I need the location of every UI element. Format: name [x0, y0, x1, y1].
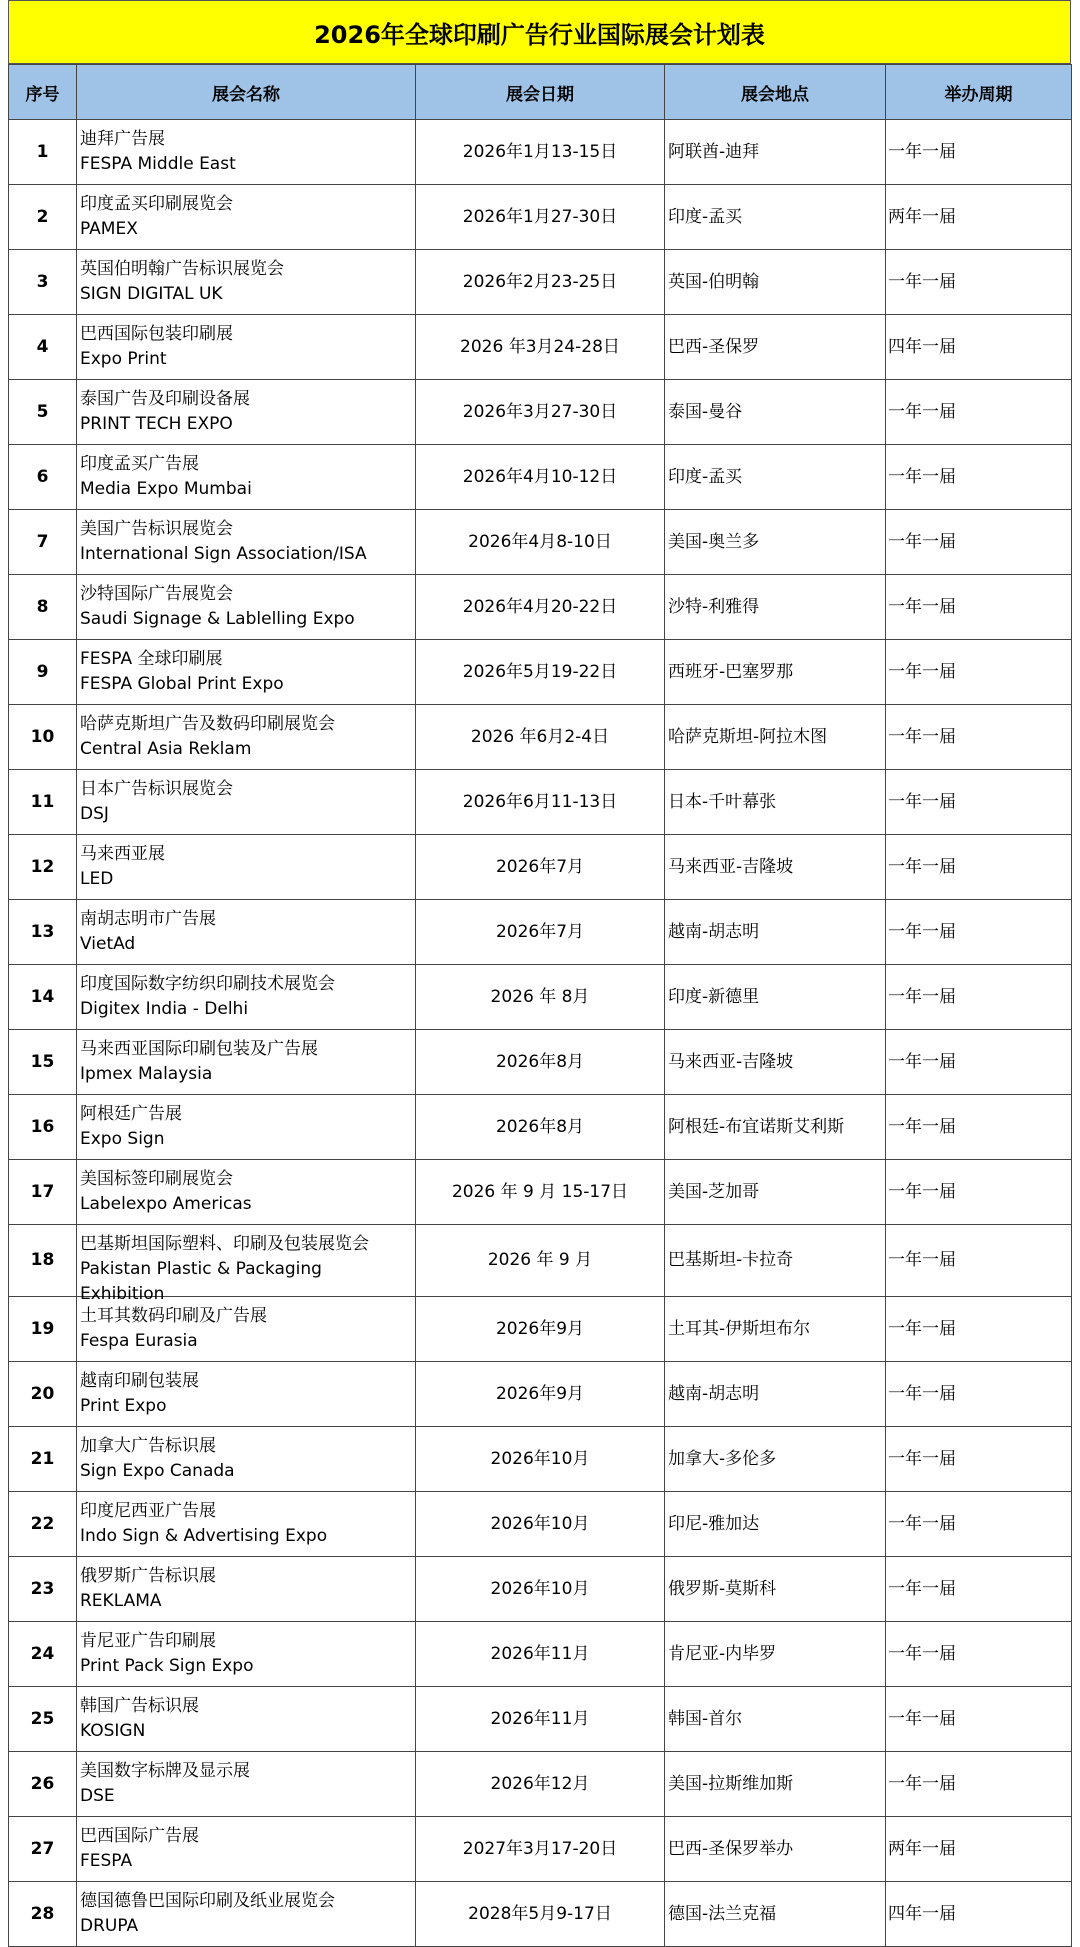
cell-date: 2026 年 9 月 15-17日: [416, 1160, 665, 1225]
cell-cycle: 一年一届: [886, 120, 1072, 185]
exhibition-name-cn: 英国伯明翰广告标识展览会: [80, 259, 284, 279]
cell-no: 13: [9, 900, 77, 965]
exhibition-name-cn: 肯尼亚广告印刷展: [80, 1631, 216, 1651]
cell-cycle: 一年一届: [886, 705, 1072, 770]
exhibition-name-cn: 泰国广告及印刷设备展: [80, 389, 250, 409]
cell-name: [77, 510, 416, 575]
table-row: [9, 1752, 1072, 1817]
cell-no: 25: [9, 1687, 77, 1752]
cell-cycle: 四年一届: [886, 315, 1072, 380]
table-row: [9, 1297, 1072, 1362]
header-cycle: 举办周期: [886, 65, 1072, 120]
cell-name: [77, 900, 416, 965]
table-row: [9, 1030, 1072, 1095]
cell-no: 6: [9, 445, 77, 510]
cell-no: 4: [9, 315, 77, 380]
exhibition-name-cn: 土耳其数码印刷及广告展: [80, 1306, 267, 1326]
cell-cycle: 一年一届: [886, 1752, 1072, 1817]
cell-no: 22: [9, 1492, 77, 1557]
cell-name: [77, 1030, 416, 1095]
exhibition-name-en: Labelexpo Americas: [80, 1194, 252, 1214]
cell-date: 2026 年 9 月: [416, 1225, 665, 1297]
cell-no: 1: [9, 120, 77, 185]
exhibition-name-cn: 印度国际数字纺织印刷技术展览会: [80, 974, 335, 994]
exhibition-name-cn: 德国德鲁巴国际印刷及纸业展览会: [80, 1891, 335, 1911]
table-row: [9, 1492, 1072, 1557]
header-date: 展会日期: [416, 65, 665, 120]
table-row: [9, 835, 1072, 900]
cell-name: [77, 965, 416, 1030]
exhibition-name-en: PAMEX: [80, 219, 138, 239]
cell-location: 德国-法兰克福: [665, 1882, 886, 1947]
cell-no: 19: [9, 1297, 77, 1362]
cell-cycle: 一年一届: [886, 1095, 1072, 1160]
table-row: [9, 1427, 1072, 1492]
cell-name: [77, 1817, 416, 1882]
cell-cycle: 四年一届: [886, 1882, 1072, 1947]
cell-location: 阿根廷-布宜诺斯艾利斯: [665, 1095, 886, 1160]
cell-name: [77, 1225, 416, 1304]
cell-name: [77, 1622, 416, 1687]
cell-date: 2026 年 8月: [416, 965, 665, 1030]
cell-location: 肯尼亚-内毕罗: [665, 1622, 886, 1687]
exhibition-name-cn: 马来西亚国际印刷包装及广告展: [80, 1039, 318, 1059]
cell-cycle: 一年一届: [886, 1622, 1072, 1687]
exhibition-name-en: Print Pack Sign Expo: [80, 1656, 254, 1676]
cell-name: [77, 770, 416, 835]
cell-date: 2026年8月: [416, 1030, 665, 1095]
cell-name: [77, 640, 416, 705]
cell-name: [77, 250, 416, 315]
cell-no: 16: [9, 1095, 77, 1160]
cell-date: 2026 年6月2-4日: [416, 705, 665, 770]
exhibition-name-cn: 俄罗斯广告标识展: [80, 1566, 216, 1586]
cell-no: 24: [9, 1622, 77, 1687]
cell-name: [77, 185, 416, 250]
cell-date: 2026年11月: [416, 1687, 665, 1752]
cell-location: 巴西-圣保罗举办: [665, 1817, 886, 1882]
exhibition-name-en: Digitex India - Delhi: [80, 999, 249, 1019]
table-row: [9, 640, 1072, 705]
exhibition-name-cn: 韩国广告标识展: [80, 1696, 199, 1716]
table-row: [9, 770, 1072, 835]
cell-no: 7: [9, 510, 77, 575]
cell-location: 哈萨克斯坦-阿拉木图: [665, 705, 886, 770]
cell-cycle: 一年一届: [886, 575, 1072, 640]
exhibition-table: [8, 64, 1072, 1947]
table-body: [9, 120, 1072, 1947]
cell-no: 28: [9, 1882, 77, 1947]
cell-location: 印度-新德里: [665, 965, 886, 1030]
cell-no: 21: [9, 1427, 77, 1492]
cell-date: 2026年3月27-30日: [416, 380, 665, 445]
cell-no: 12: [9, 835, 77, 900]
table-row: [9, 380, 1072, 445]
cell-location: 马来西亚-吉隆坡: [665, 835, 886, 900]
cell-location: 俄罗斯-莫斯科: [665, 1557, 886, 1622]
table-row: [9, 315, 1072, 380]
cell-name: [77, 1297, 416, 1362]
table-row: [9, 1362, 1072, 1427]
exhibition-name-en: DSE: [80, 1786, 115, 1806]
cell-cycle: 一年一届: [886, 1030, 1072, 1095]
cell-date: 2026年1月27-30日: [416, 185, 665, 250]
exhibition-name-en: Expo Print: [80, 349, 167, 369]
cell-name: [77, 1427, 416, 1492]
cell-date: 2026年9月: [416, 1362, 665, 1427]
cell-location: 印度-孟买: [665, 445, 886, 510]
cell-date: 2026年10月: [416, 1492, 665, 1557]
cell-date: 2026年10月: [416, 1427, 665, 1492]
exhibition-name-en: DSJ: [80, 804, 109, 824]
cell-date: 2026年4月10-12日: [416, 445, 665, 510]
exhibition-name-en: Exhibition: [80, 1284, 165, 1304]
sheet-title: 2026年全球印刷广告行业国际展会计划表: [8, 0, 1071, 64]
cell-location: 日本-千叶幕张: [665, 770, 886, 835]
exhibition-name-cn: 巴西国际广告展: [80, 1826, 199, 1846]
cell-no: 2: [9, 185, 77, 250]
cell-no: 15: [9, 1030, 77, 1095]
table-row: [9, 1095, 1072, 1160]
cell-no: 10: [9, 705, 77, 770]
cell-name: [77, 575, 416, 640]
cell-cycle: 两年一届: [886, 1817, 1072, 1882]
cell-date: 2027年3月17-20日: [416, 1817, 665, 1882]
cell-cycle: 一年一届: [886, 510, 1072, 575]
table-row: [9, 1225, 1072, 1297]
cell-cycle: 一年一届: [886, 1427, 1072, 1492]
cell-date: 2026年5月19-22日: [416, 640, 665, 705]
cell-date: 2026 年3月24-28日: [416, 315, 665, 380]
table-row: [9, 1557, 1072, 1622]
table-row: [9, 900, 1072, 965]
exhibition-name-en: Ipmex Malaysia: [80, 1064, 213, 1084]
cell-location: 美国-拉斯维加斯: [665, 1752, 886, 1817]
cell-cycle: 一年一届: [886, 1160, 1072, 1225]
cell-date: 2026年11月: [416, 1622, 665, 1687]
cell-date: 2028年5月9-17日: [416, 1882, 665, 1947]
exhibition-name-cn: 南胡志明市广告展: [80, 909, 216, 929]
exhibition-name-cn: 迪拜广告展: [80, 129, 165, 149]
cell-name: [77, 315, 416, 380]
exhibition-name-cn: 美国广告标识展览会: [80, 519, 233, 539]
cell-cycle: 一年一届: [886, 445, 1072, 510]
cell-name: [77, 1882, 416, 1947]
cell-no: 20: [9, 1362, 77, 1427]
cell-name: [77, 1095, 416, 1160]
cell-date: 2026年6月11-13日: [416, 770, 665, 835]
table-row: [9, 185, 1072, 250]
header-row: [9, 65, 1072, 120]
exhibition-name-en: International Sign Association/ISA: [80, 544, 367, 564]
exhibition-name-en: VietAd: [80, 934, 136, 954]
exhibition-name-en: REKLAMA: [80, 1591, 162, 1611]
cell-location: 美国-芝加哥: [665, 1160, 886, 1225]
cell-location: 韩国-首尔: [665, 1687, 886, 1752]
cell-location: 越南-胡志明: [665, 1362, 886, 1427]
header-name: 展会名称: [77, 65, 416, 120]
cell-cycle: 一年一届: [886, 1492, 1072, 1557]
cell-date: 2026年2月23-25日: [416, 250, 665, 315]
cell-location: 越南-胡志明: [665, 900, 886, 965]
cell-location: 英国-伯明翰: [665, 250, 886, 315]
cell-no: 11: [9, 770, 77, 835]
cell-name: [77, 380, 416, 445]
cell-no: 18: [9, 1225, 77, 1297]
cell-date: 2026年9月: [416, 1297, 665, 1362]
cell-location: 土耳其-伊斯坦布尔: [665, 1297, 886, 1362]
cell-location: 印度-孟买: [665, 185, 886, 250]
exhibition-name-en: Expo Sign: [80, 1129, 165, 1149]
exhibition-name-en: DRUPA: [80, 1916, 139, 1936]
table-row: [9, 1687, 1072, 1752]
cell-no: 9: [9, 640, 77, 705]
exhibition-name-cn: 巴基斯坦国际塑料、印刷及包装展览会: [80, 1234, 369, 1254]
cell-name: [77, 1160, 416, 1225]
cell-location: 阿联酋-迪拜: [665, 120, 886, 185]
exhibition-name-en: Pakistan Plastic & Packaging: [80, 1259, 322, 1279]
cell-no: 14: [9, 965, 77, 1030]
cell-date: 2026年1月13-15日: [416, 120, 665, 185]
cell-location: 沙特-利雅得: [665, 575, 886, 640]
table-row: [9, 705, 1072, 770]
exhibition-name-en: PRINT TECH EXPO: [80, 414, 233, 434]
table-row: [9, 250, 1072, 315]
cell-name: [77, 1492, 416, 1557]
cell-cycle: 一年一届: [886, 835, 1072, 900]
cell-cycle: 两年一届: [886, 185, 1072, 250]
cell-cycle: 一年一届: [886, 770, 1072, 835]
table-row: [9, 510, 1072, 575]
header-no: 序号: [9, 65, 77, 120]
cell-cycle: 一年一届: [886, 1225, 1072, 1297]
exhibition-name-cn: 美国标签印刷展览会: [80, 1169, 233, 1189]
exhibition-name-cn: 加拿大广告标识展: [80, 1436, 216, 1456]
cell-name: [77, 1362, 416, 1427]
cell-location: 美国-奥兰多: [665, 510, 886, 575]
exhibition-name-en: FESPA: [80, 1851, 133, 1871]
cell-cycle: 一年一届: [886, 250, 1072, 315]
cell-name: [77, 835, 416, 900]
table-row: [9, 1817, 1072, 1882]
cell-no: 3: [9, 250, 77, 315]
cell-no: 8: [9, 575, 77, 640]
exhibition-name-cn: 马来西亚展: [80, 844, 165, 864]
cell-location: 西班牙-巴塞罗那: [665, 640, 886, 705]
cell-date: 2026年7月: [416, 900, 665, 965]
exhibition-name-en: Fespa Eurasia: [80, 1331, 198, 1351]
cell-cycle: 一年一届: [886, 1687, 1072, 1752]
cell-name: [77, 1752, 416, 1817]
cell-cycle: 一年一届: [886, 1297, 1072, 1362]
cell-cycle: 一年一届: [886, 380, 1072, 445]
cell-name: [77, 705, 416, 770]
cell-date: 2026年4月20-22日: [416, 575, 665, 640]
exhibition-name-cn: 哈萨克斯坦广告及数码印刷展览会: [80, 714, 335, 734]
cell-location: 泰国-曼谷: [665, 380, 886, 445]
cell-date: 2026年8月: [416, 1095, 665, 1160]
cell-cycle: 一年一届: [886, 900, 1072, 965]
exhibition-name-en: FESPA Global Print Expo: [80, 674, 284, 694]
exhibition-name-en: FESPA Middle East: [80, 154, 236, 174]
cell-location: 印尼-雅加达: [665, 1492, 886, 1557]
exhibition-name-cn: 印度孟买广告展: [80, 454, 199, 474]
cell-no: 26: [9, 1752, 77, 1817]
cell-no: 17: [9, 1160, 77, 1225]
cell-location: 巴西-圣保罗: [665, 315, 886, 380]
exhibition-name-cn: 越南印刷包装展: [80, 1371, 199, 1391]
exhibition-name-cn: 美国数字标牌及显示展: [80, 1761, 250, 1781]
cell-no: 27: [9, 1817, 77, 1882]
table-row: [9, 445, 1072, 510]
cell-date: 2026年10月: [416, 1557, 665, 1622]
exhibition-name-en: SIGN DIGITAL UK: [80, 284, 223, 304]
exhibition-name-cn: 日本广告标识展览会: [80, 779, 233, 799]
cell-cycle: 一年一届: [886, 965, 1072, 1030]
exhibition-name-en: Indo Sign & Advertising Expo: [80, 1526, 328, 1546]
table-row: [9, 965, 1072, 1030]
exhibition-name-en: Print Expo: [80, 1396, 167, 1416]
table-row: [9, 1882, 1072, 1947]
cell-cycle: 一年一届: [886, 1362, 1072, 1427]
cell-cycle: 一年一届: [886, 640, 1072, 705]
cell-name: [77, 1687, 416, 1752]
cell-date: 2026年12月: [416, 1752, 665, 1817]
exhibition-name-cn: 巴西国际包装印刷展: [80, 324, 233, 344]
exhibition-name-en: Saudi Signage & Lablelling Expo: [80, 609, 355, 629]
exhibition-name-cn: 沙特国际广告展览会: [80, 584, 233, 604]
cell-no: 23: [9, 1557, 77, 1622]
table-row: [9, 1160, 1072, 1225]
exhibition-name-en: Central Asia Reklam: [80, 739, 252, 759]
exhibition-name-cn: FESPA 全球印刷展: [80, 649, 223, 669]
cell-date: 2026年7月: [416, 835, 665, 900]
table-row: [9, 1622, 1072, 1687]
exhibition-name-en: Sign Expo Canada: [80, 1461, 235, 1481]
table-row: [9, 120, 1072, 185]
cell-location: 加拿大-多伦多: [665, 1427, 886, 1492]
cell-location: 巴基斯坦-卡拉奇: [665, 1225, 886, 1297]
exhibition-name-cn: 印度尼西亚广告展: [80, 1501, 216, 1521]
exhibition-name-cn: 印度孟买印刷展览会: [80, 194, 233, 214]
cell-name: [77, 1557, 416, 1622]
table-row: [9, 575, 1072, 640]
cell-date: 2026年4月8-10日: [416, 510, 665, 575]
cell-cycle: 一年一届: [886, 1557, 1072, 1622]
exhibition-name-cn: 阿根廷广告展: [80, 1104, 182, 1124]
cell-location: 马来西亚-吉隆坡: [665, 1030, 886, 1095]
header-location: 展会地点: [665, 65, 886, 120]
cell-no: 5: [9, 380, 77, 445]
exhibition-name-en: LED: [80, 869, 114, 889]
exhibition-name-en: Media Expo Mumbai: [80, 479, 252, 499]
cell-name: [77, 120, 416, 185]
exhibition-name-en: KOSIGN: [80, 1721, 146, 1741]
cell-name: [77, 445, 416, 510]
